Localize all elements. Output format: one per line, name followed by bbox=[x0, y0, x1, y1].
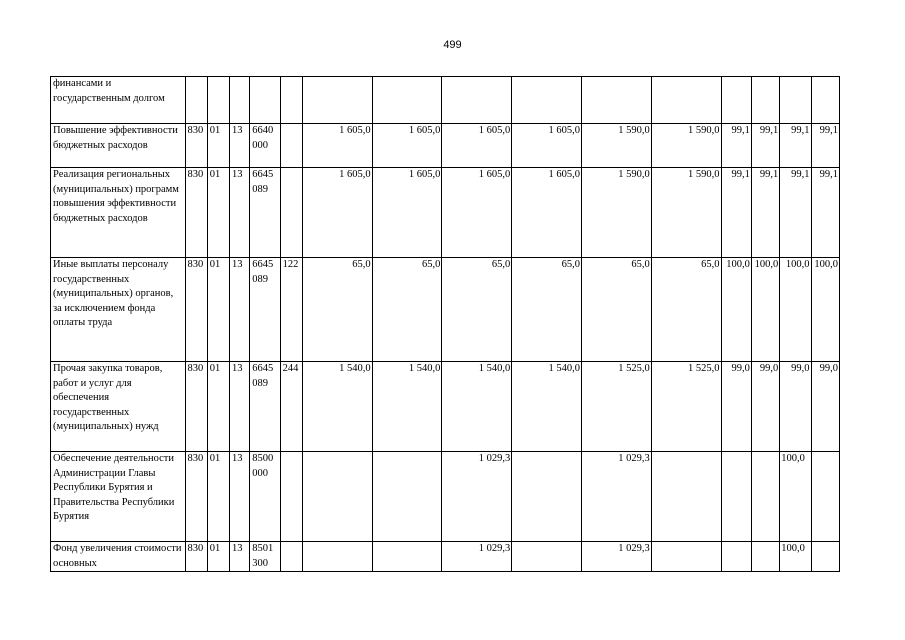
cell-value-1 bbox=[302, 452, 372, 542]
cell-value-6: 65,0 bbox=[651, 258, 721, 362]
cell-value-4 bbox=[512, 77, 582, 124]
cell-vr bbox=[280, 542, 302, 572]
table-row bbox=[51, 542, 840, 572]
cell-percent-3: 99,0 bbox=[780, 362, 811, 452]
cell-value-1: 1 605,0 bbox=[302, 168, 372, 258]
cell-value-6: 1 525,0 bbox=[651, 362, 721, 452]
cell-percent-4 bbox=[811, 77, 839, 124]
cell-value-3: 1 605,0 bbox=[442, 124, 512, 168]
cell-percent-2: 99,1 bbox=[751, 124, 779, 168]
cell-pr: 13 bbox=[230, 542, 250, 572]
cell-value-4 bbox=[512, 452, 582, 542]
cell-value-4: 1 540,0 bbox=[512, 362, 582, 452]
cell-value-6 bbox=[651, 77, 721, 124]
row-name: Обеспечение деятельности Администрации Главы Республики Бурятия и Правительства Республики Бурятия bbox=[51, 452, 186, 542]
cell-value-1: 1 540,0 bbox=[302, 362, 372, 452]
table-row bbox=[51, 452, 840, 542]
cell-rz: 01 bbox=[207, 124, 229, 168]
cell-vr bbox=[280, 452, 302, 542]
cell-ved: 830 bbox=[185, 168, 207, 258]
cell-percent-2: 99,1 bbox=[751, 168, 779, 258]
table-row bbox=[51, 258, 840, 362]
budget-table bbox=[50, 76, 840, 572]
cell-percent-3: 100,0 bbox=[780, 542, 811, 572]
row-name: Повышение эффективности бюджетных расходов bbox=[51, 124, 186, 168]
cell-value-2 bbox=[372, 452, 442, 542]
cell-ved: 830 bbox=[185, 362, 207, 452]
cell-value-3: 1 029,3 bbox=[442, 542, 512, 572]
cell-percent-3: 99,1 bbox=[780, 124, 811, 168]
row-name: финансами и государственным долгом bbox=[51, 77, 186, 124]
cell-value-2: 65,0 bbox=[372, 258, 442, 362]
cell-pr: 13 bbox=[230, 124, 250, 168]
cell-pr: 13 bbox=[230, 258, 250, 362]
row-name: Реализация региональных (муниципальных) программ повышения эффективности бюджетных расходов bbox=[51, 168, 186, 258]
cell-value-5: 65,0 bbox=[581, 258, 651, 362]
cell-vr bbox=[280, 168, 302, 258]
cell-rz bbox=[207, 77, 229, 124]
cell-percent-1: 99,1 bbox=[721, 168, 751, 258]
cell-value-6: 1 590,0 bbox=[651, 124, 721, 168]
cell-percent-3 bbox=[780, 77, 811, 124]
table-row bbox=[51, 168, 840, 258]
table-row bbox=[51, 362, 840, 452]
cell-csr: 8501 300 bbox=[250, 542, 280, 572]
cell-value-3: 1 029,3 bbox=[442, 452, 512, 542]
cell-ved: 830 bbox=[185, 258, 207, 362]
cell-value-2 bbox=[372, 542, 442, 572]
cell-value-3: 65,0 bbox=[442, 258, 512, 362]
cell-percent-2 bbox=[751, 542, 779, 572]
cell-percent-2: 99,0 bbox=[751, 362, 779, 452]
cell-percent-1 bbox=[721, 542, 751, 572]
cell-percent-1: 99,0 bbox=[721, 362, 751, 452]
cell-rz: 01 bbox=[207, 542, 229, 572]
row-name: Прочая закупка товаров, работ и услуг для обеспечения государственных (муниципальных) нужд bbox=[51, 362, 186, 452]
cell-pr bbox=[230, 77, 250, 124]
cell-value-3: 1 540,0 bbox=[442, 362, 512, 452]
cell-value-3 bbox=[442, 77, 512, 124]
cell-value-1: 65,0 bbox=[302, 258, 372, 362]
cell-value-5 bbox=[581, 77, 651, 124]
cell-rz: 01 bbox=[207, 452, 229, 542]
cell-pr: 13 bbox=[230, 168, 250, 258]
cell-percent-3: 100,0 bbox=[780, 452, 811, 542]
cell-csr: 6645 089 bbox=[250, 258, 280, 362]
cell-percent-4: 100,0 bbox=[811, 258, 839, 362]
cell-ved bbox=[185, 77, 207, 124]
cell-value-2 bbox=[372, 77, 442, 124]
cell-value-5: 1 525,0 bbox=[581, 362, 651, 452]
cell-pr: 13 bbox=[230, 452, 250, 542]
cell-csr: 8500 000 bbox=[250, 452, 280, 542]
cell-ved: 830 bbox=[185, 542, 207, 572]
cell-value-1 bbox=[302, 542, 372, 572]
cell-csr: 6645 089 bbox=[250, 362, 280, 452]
cell-percent-3: 99,1 bbox=[780, 168, 811, 258]
cell-csr: 6640 000 bbox=[250, 124, 280, 168]
cell-percent-4: 99,0 bbox=[811, 362, 839, 452]
cell-ved: 830 bbox=[185, 452, 207, 542]
cell-value-6: 1 590,0 bbox=[651, 168, 721, 258]
cell-rz: 01 bbox=[207, 258, 229, 362]
cell-vr: 244 bbox=[280, 362, 302, 452]
cell-percent-1 bbox=[721, 77, 751, 124]
cell-percent-4: 99,1 bbox=[811, 168, 839, 258]
cell-ved: 830 bbox=[185, 124, 207, 168]
cell-rz: 01 bbox=[207, 168, 229, 258]
cell-percent-4: 99,1 bbox=[811, 124, 839, 168]
cell-value-5: 1 029,3 bbox=[581, 542, 651, 572]
cell-percent-4 bbox=[811, 452, 839, 542]
cell-vr: 122 bbox=[280, 258, 302, 362]
cell-value-2: 1 605,0 bbox=[372, 168, 442, 258]
cell-value-6 bbox=[651, 452, 721, 542]
cell-rz: 01 bbox=[207, 362, 229, 452]
table-row bbox=[51, 77, 840, 124]
cell-pr: 13 bbox=[230, 362, 250, 452]
cell-value-5: 1 590,0 bbox=[581, 124, 651, 168]
cell-percent-3: 100,0 bbox=[780, 258, 811, 362]
cell-value-6 bbox=[651, 542, 721, 572]
cell-value-5: 1 590,0 bbox=[581, 168, 651, 258]
cell-csr: 6645 089 bbox=[250, 168, 280, 258]
cell-value-2: 1 540,0 bbox=[372, 362, 442, 452]
table-row bbox=[51, 124, 840, 168]
cell-vr bbox=[280, 77, 302, 124]
cell-percent-1 bbox=[721, 452, 751, 542]
cell-percent-1: 100,0 bbox=[721, 258, 751, 362]
cell-vr bbox=[280, 124, 302, 168]
cell-value-5: 1 029,3 bbox=[581, 452, 651, 542]
cell-percent-2: 100,0 bbox=[751, 258, 779, 362]
cell-value-4: 1 605,0 bbox=[512, 168, 582, 258]
row-name: Иные выплаты персоналу государственных (муниципальных) органов, за исключением фонда оплаты труда bbox=[51, 258, 186, 362]
cell-percent-2 bbox=[751, 77, 779, 124]
cell-value-1: 1 605,0 bbox=[302, 124, 372, 168]
cell-value-2: 1 605,0 bbox=[372, 124, 442, 168]
cell-value-4: 65,0 bbox=[512, 258, 582, 362]
cell-percent-2 bbox=[751, 452, 779, 542]
page-number: 499 bbox=[443, 39, 462, 51]
row-name: Фонд увеличения стоимости основных bbox=[51, 542, 186, 572]
cell-percent-4 bbox=[811, 542, 839, 572]
cell-value-4: 1 605,0 bbox=[512, 124, 582, 168]
cell-value-1 bbox=[302, 77, 372, 124]
cell-percent-1: 99,1 bbox=[721, 124, 751, 168]
cell-value-4 bbox=[512, 542, 582, 572]
cell-value-3: 1 605,0 bbox=[442, 168, 512, 258]
cell-csr bbox=[250, 77, 280, 124]
